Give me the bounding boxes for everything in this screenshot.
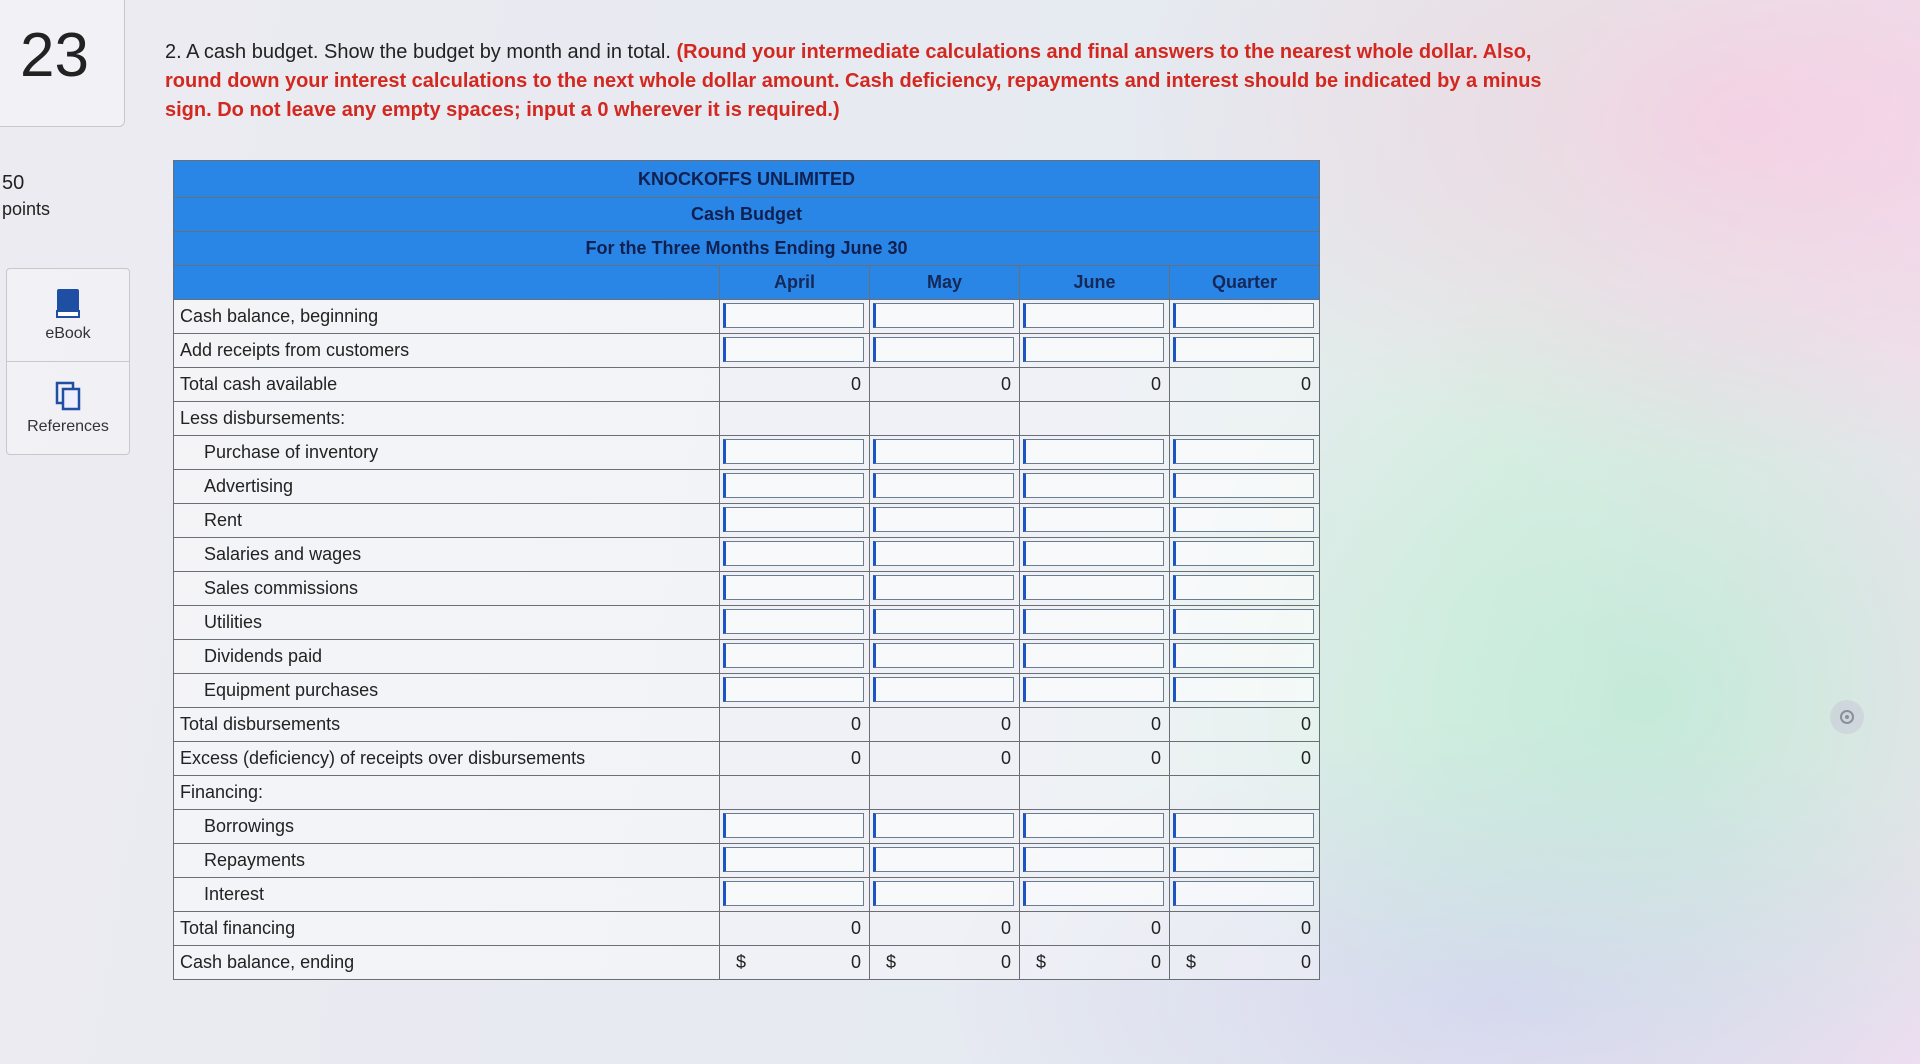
- excess-may: 0: [870, 742, 1020, 776]
- commissions-may-input[interactable]: [873, 575, 1014, 600]
- advertising-june-input[interactable]: [1023, 473, 1164, 498]
- total-financing-june: 0: [1020, 912, 1170, 946]
- ebook-label: eBook: [45, 325, 91, 342]
- row-label: Total disbursements: [174, 708, 720, 742]
- excess-april: 0: [720, 742, 870, 776]
- total-cash-june: 0: [1020, 368, 1170, 402]
- currency-symbol: $: [736, 952, 747, 972]
- resources-sidebar: [6, 268, 130, 455]
- row-commissions: [174, 572, 1320, 606]
- row-label: Utilities: [174, 606, 720, 640]
- row-total-disbursements: [174, 708, 1320, 742]
- question-number-box: [0, 0, 125, 127]
- cash-begin-quarter-input[interactable]: [1173, 303, 1314, 328]
- advertising-may-input[interactable]: [873, 473, 1014, 498]
- currency-symbol: $: [1186, 952, 1197, 972]
- row-salaries: [174, 538, 1320, 572]
- borrowings-quarter-input[interactable]: [1173, 813, 1314, 838]
- utilities-may-input[interactable]: [873, 609, 1014, 634]
- advertising-april-input[interactable]: [723, 473, 864, 498]
- settings-icon[interactable]: [1830, 700, 1864, 734]
- row-repayments: [174, 844, 1320, 878]
- points-value: 50: [2, 172, 25, 194]
- col-may: May: [870, 266, 1020, 300]
- interest-quarter-input[interactable]: [1173, 881, 1314, 906]
- inventory-april-input[interactable]: [723, 439, 864, 464]
- repayments-may-input[interactable]: [873, 847, 1014, 872]
- cash-begin-june-input[interactable]: [1023, 303, 1164, 328]
- row-label: Borrowings: [174, 810, 720, 844]
- dividends-april-input[interactable]: [723, 643, 864, 668]
- points-info: [2, 170, 50, 222]
- ebook-button[interactable]: [7, 269, 129, 361]
- repayments-quarter-input[interactable]: [1173, 847, 1314, 872]
- cash-end-quarter: 0: [1301, 952, 1312, 972]
- inventory-may-input[interactable]: [873, 439, 1014, 464]
- salaries-june-input[interactable]: [1023, 541, 1164, 566]
- utilities-june-input[interactable]: [1023, 609, 1164, 634]
- row-label: Financing:: [174, 776, 720, 810]
- excess-june: 0: [1020, 742, 1170, 776]
- excess-quarter: 0: [1170, 742, 1320, 776]
- cash-end-april: 0: [850, 952, 861, 972]
- utilities-quarter-input[interactable]: [1173, 609, 1314, 634]
- cash-end-june: 0: [1150, 952, 1161, 972]
- row-dividends: [174, 640, 1320, 674]
- interest-june-input[interactable]: [1023, 881, 1164, 906]
- question-number: 23: [20, 21, 89, 90]
- rent-june-input[interactable]: [1023, 507, 1164, 532]
- question-text: [165, 38, 1565, 125]
- rent-quarter-input[interactable]: [1173, 507, 1314, 532]
- interest-april-input[interactable]: [723, 881, 864, 906]
- row-label: Dividends paid: [174, 640, 720, 674]
- row-label: Salaries and wages: [174, 538, 720, 572]
- receipts-april-input[interactable]: [723, 337, 864, 362]
- total-financing-may: 0: [870, 912, 1020, 946]
- row-label: Purchase of inventory: [174, 436, 720, 470]
- salaries-april-input[interactable]: [723, 541, 864, 566]
- total-cash-may: 0: [870, 368, 1020, 402]
- interest-may-input[interactable]: [873, 881, 1014, 906]
- repayments-june-input[interactable]: [1023, 847, 1164, 872]
- total-disb-april: 0: [720, 708, 870, 742]
- inventory-quarter-input[interactable]: [1173, 439, 1314, 464]
- cash-begin-may-input[interactable]: [873, 303, 1014, 328]
- row-purchase-inventory: [174, 436, 1320, 470]
- receipts-june-input[interactable]: [1023, 337, 1164, 362]
- row-label: Less disbursements:: [174, 402, 720, 436]
- dividends-may-input[interactable]: [873, 643, 1014, 668]
- total-cash-quarter: 0: [1170, 368, 1320, 402]
- row-label: Total cash available: [174, 368, 720, 402]
- equipment-may-input[interactable]: [873, 677, 1014, 702]
- currency-symbol: $: [886, 952, 897, 972]
- row-receipts: [174, 334, 1320, 368]
- total-disb-june: 0: [1020, 708, 1170, 742]
- dividends-june-input[interactable]: [1023, 643, 1164, 668]
- total-financing-quarter: 0: [1170, 912, 1320, 946]
- row-label: Cash balance, beginning: [174, 300, 720, 334]
- total-financing-april: 0: [720, 912, 870, 946]
- row-advertising: [174, 470, 1320, 504]
- rent-april-input[interactable]: [723, 507, 864, 532]
- references-label: References: [27, 418, 109, 435]
- budget-period: For the Three Months Ending June 30: [174, 232, 1320, 266]
- cash-begin-april-input[interactable]: [723, 303, 864, 328]
- inventory-june-input[interactable]: [1023, 439, 1164, 464]
- row-borrowings: [174, 810, 1320, 844]
- rent-may-input[interactable]: [873, 507, 1014, 532]
- equipment-april-input[interactable]: [723, 677, 864, 702]
- salaries-quarter-input[interactable]: [1173, 541, 1314, 566]
- total-cash-april: 0: [720, 368, 870, 402]
- equipment-quarter-input[interactable]: [1173, 677, 1314, 702]
- row-label: Cash balance, ending: [174, 946, 720, 980]
- book-icon: [55, 287, 81, 319]
- commissions-june-input[interactable]: [1023, 575, 1164, 600]
- company-name: KNOCKOFFS UNLIMITED: [174, 161, 1320, 198]
- row-financing: [174, 776, 1320, 810]
- row-label: Interest: [174, 878, 720, 912]
- total-disb-may: 0: [870, 708, 1020, 742]
- receipts-may-input[interactable]: [873, 337, 1014, 362]
- row-rent: [174, 504, 1320, 538]
- col-quarter: Quarter: [1170, 266, 1320, 300]
- advertising-quarter-input[interactable]: [1173, 473, 1314, 498]
- label-column-header: [174, 266, 720, 300]
- row-label: Rent: [174, 504, 720, 538]
- row-interest: [174, 878, 1320, 912]
- col-june: June: [1020, 266, 1170, 300]
- row-total-financing: [174, 912, 1320, 946]
- cash-end-may: 0: [1000, 952, 1011, 972]
- row-cash-ending: [174, 946, 1320, 980]
- dividends-quarter-input[interactable]: [1173, 643, 1314, 668]
- references-button[interactable]: [7, 361, 129, 454]
- utilities-april-input[interactable]: [723, 609, 864, 634]
- equipment-june-input[interactable]: [1023, 677, 1164, 702]
- borrowings-june-input[interactable]: [1023, 813, 1164, 838]
- row-total-cash: [174, 368, 1320, 402]
- row-cash-begin: [174, 300, 1320, 334]
- salaries-may-input[interactable]: [873, 541, 1014, 566]
- row-utilities: [174, 606, 1320, 640]
- row-label: Sales commissions: [174, 572, 720, 606]
- receipts-quarter-input[interactable]: [1173, 337, 1314, 362]
- col-april: April: [720, 266, 870, 300]
- row-label: Equipment purchases: [174, 674, 720, 708]
- copy-icon: [54, 380, 82, 412]
- points-label: points: [2, 199, 51, 219]
- borrowings-april-input[interactable]: [723, 813, 864, 838]
- row-label: Add receipts from customers: [174, 334, 720, 368]
- row-label: Excess (deficiency) of receipts over disbursements: [174, 742, 720, 776]
- row-excess: [174, 742, 1320, 776]
- cash-budget-table: [173, 160, 1320, 980]
- currency-symbol: $: [1036, 952, 1047, 972]
- repayments-april-input[interactable]: [723, 847, 864, 872]
- row-equipment: [174, 674, 1320, 708]
- budget-title: Cash Budget: [174, 198, 1320, 232]
- row-label: Total financing: [174, 912, 720, 946]
- borrowings-may-input[interactable]: [873, 813, 1014, 838]
- question-instructions: (Round your intermediate calculations and final answers to the nearest whole dollar. Also, round down your interest calculations to the next whole dollar amount. Cash deficiency, repayments and interest should be indicated by a minus sign. Do not leave any empty spaces; input a 0 wherever it is required.): [165, 41, 1542, 121]
- commissions-april-input[interactable]: [723, 575, 864, 600]
- question-main-text: 2. A cash budget. Show the budget by month and in total.: [165, 41, 671, 63]
- row-label: Advertising: [174, 470, 720, 504]
- commissions-quarter-input[interactable]: [1173, 575, 1314, 600]
- row-less-disbursements: [174, 402, 1320, 436]
- total-disb-quarter: 0: [1170, 708, 1320, 742]
- row-label: Repayments: [174, 844, 720, 878]
